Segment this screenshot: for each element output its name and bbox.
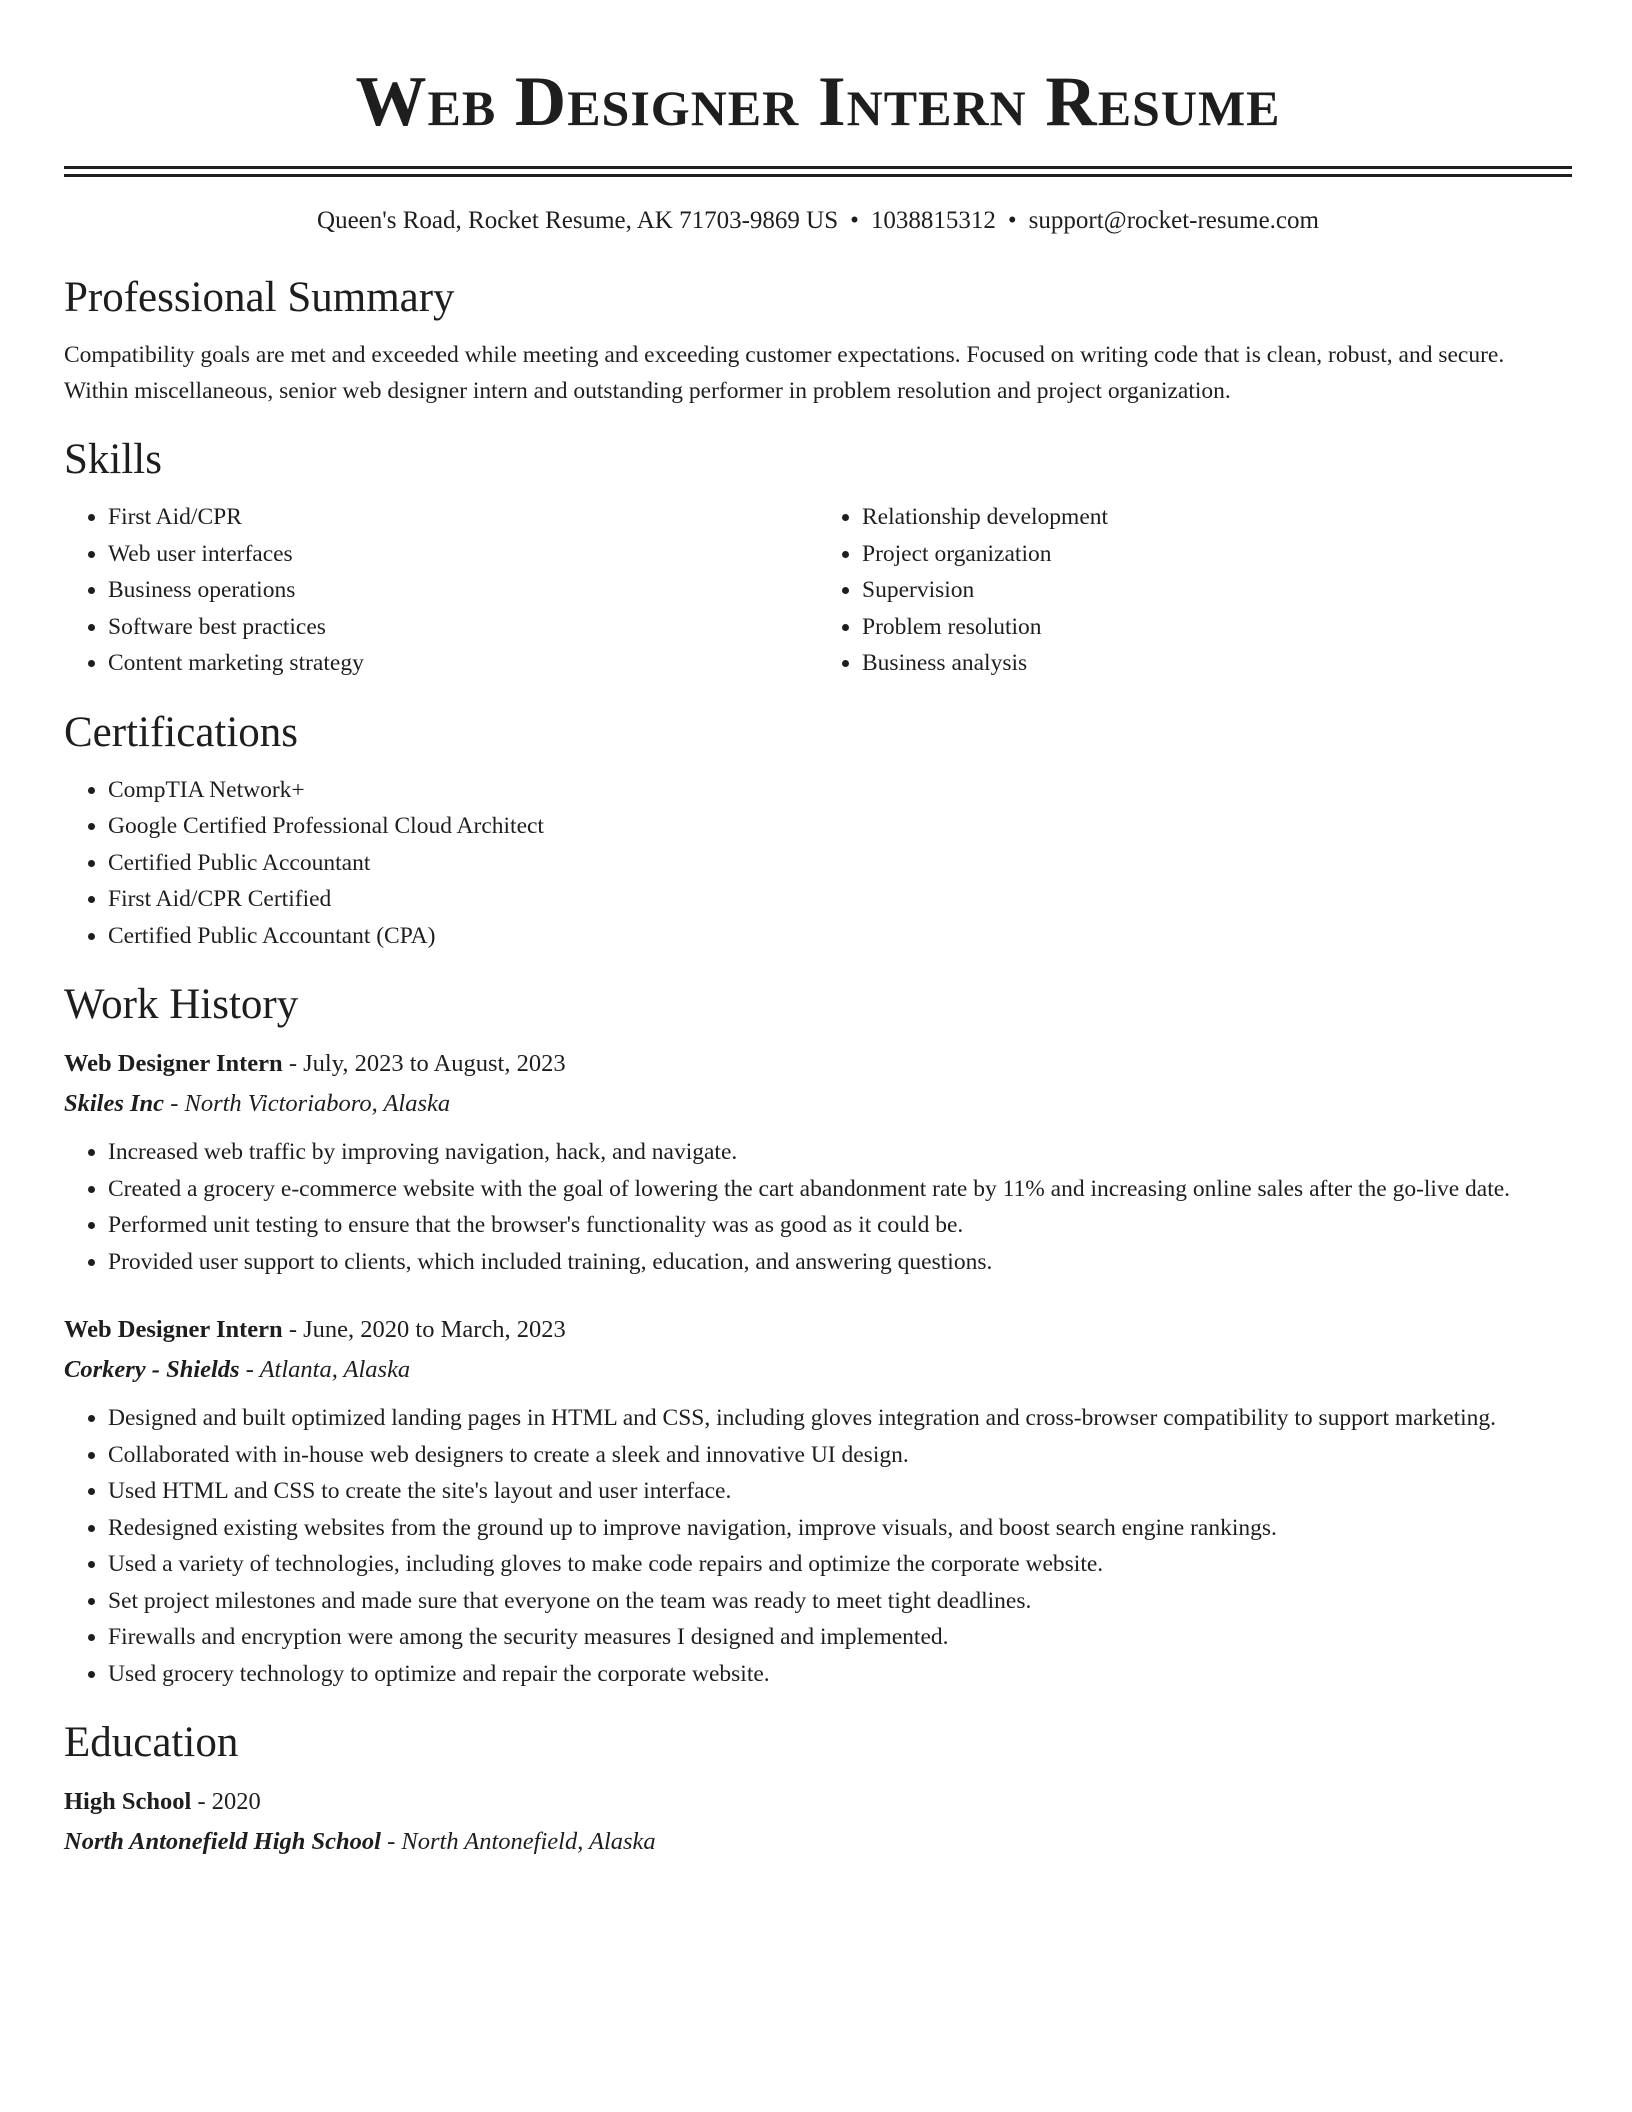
education-school: North Antonefield High School <box>64 1828 381 1855</box>
job-responsibilities <box>64 1400 1572 1692</box>
contact-separator: • <box>850 207 859 234</box>
job-bullet: • Firewalls and encryption were among the security measures I designed and implemented. <box>108 1619 1572 1656</box>
resume-title: Web Designer Intern Resume <box>355 63 1281 141</box>
contact-address: Queen's Road, Rocket Resume, AK 71703-9869 US <box>317 207 839 234</box>
job-bullet: • Collaborated with in-house web designers to create a sleek and innovative UI design. <box>108 1437 1572 1474</box>
job-bullet: • Designed and built optimized landing pages in HTML and CSS, including gloves integration and cross-browser compatibility to support marketing. <box>108 1400 1572 1437</box>
skills-list-right <box>818 499 1572 682</box>
job-company: Skiles Inc <box>64 1090 165 1117</box>
job-header: Web Designer Intern - July, 2023 to August, 2023 <box>64 1050 566 1077</box>
certifications-list <box>64 772 1572 955</box>
skills-columns <box>64 499 1572 682</box>
job-bullet: • Increased web traffic by improving navigation, hack, and navigate. <box>108 1134 1572 1171</box>
job-location: Atlanta, Alaska <box>259 1356 411 1383</box>
summary-text: Compatibility goals are met and exceeded while meeting and exceeding customer expectations. Focused on writing code that is clean, robust, and secure. Within miscellaneous, senior web designer intern and outstanding performer in problem resolution and project organization. <box>64 342 1505 404</box>
job-bullet: • Created a grocery e-commerce website with the goal of lowering the cart abandonment rate by 11% and increasing online sales after the go-live date. <box>108 1171 1572 1208</box>
skill-item: • Project organization <box>862 536 1572 573</box>
skills-list-left <box>64 499 818 682</box>
job-bullet: • Redesigned existing websites from the ground up to improve navigation, improve visuals, and boost search engine rankings. <box>108 1510 1572 1547</box>
section-heading-certifications: Certifications <box>64 708 299 756</box>
certification-item: • CompTIA Network+ <box>108 772 1572 809</box>
certification-item: • Google Certified Professional Cloud Architect <box>108 808 1572 845</box>
certification-item: • First Aid/CPR Certified <box>108 881 1572 918</box>
section-heading-education: Education <box>64 1719 239 1766</box>
skill-item: • Relationship development <box>862 499 1572 536</box>
section-heading-summary: Professional Summary <box>64 274 455 321</box>
contact-phone: 1038815312 <box>870 207 996 234</box>
job-title: Web Designer Intern <box>64 1050 283 1077</box>
skill-item: • Supervision <box>862 572 1572 609</box>
skill-item: • First Aid/CPR <box>108 499 818 536</box>
job-dates: July, 2023 to August, 2023 <box>303 1050 566 1077</box>
job-employer: Skiles Inc - North Victoriaboro, Alaska <box>64 1090 451 1117</box>
title-divider <box>64 166 1572 177</box>
contact-line <box>64 205 1572 237</box>
skill-item: • Content marketing strategy <box>108 645 818 682</box>
skill-item: • Web user interfaces <box>108 536 818 573</box>
education-entry <box>64 1782 1572 1862</box>
job-entry <box>64 1310 1572 1692</box>
job-header: Web Designer Intern - June, 2020 to March, 2023 <box>64 1316 566 1343</box>
contact-email: support@rocket-resume.com <box>1028 207 1319 234</box>
skill-item: • Software best practices <box>108 609 818 646</box>
skill-item: • Problem resolution <box>862 609 1572 646</box>
contact-separator: • <box>1007 207 1017 234</box>
job-bullet: • Used grocery technology to optimize and repair the corporate website. <box>108 1656 1572 1693</box>
education-location: North Antonefield, Alaska <box>401 1828 656 1855</box>
education-degree: High School <box>64 1788 192 1815</box>
job-dates: June, 2020 to March, 2023 <box>303 1316 566 1343</box>
job-location: North Victoriaboro, Alaska <box>184 1090 451 1117</box>
education-header: High School - 2020 <box>64 1788 261 1815</box>
section-heading-work-history: Work History <box>64 981 299 1028</box>
job-bullet: • Performed unit testing to ensure that the browser's functionality was as good as it could be. <box>108 1207 1572 1244</box>
job-bullet: • Set project milestones and made sure that everyone on the team was ready to meet tight deadlines. <box>108 1583 1572 1620</box>
skill-item: • Business operations <box>108 572 818 609</box>
education-school-line: North Antonefield High School - North Antonefield, Alaska <box>64 1828 656 1855</box>
education-year: 2020 <box>211 1788 261 1815</box>
job-bullet: • Provided user support to clients, which included training, education, and answering questions. <box>108 1244 1572 1281</box>
section-heading-skills: Skills <box>64 436 162 483</box>
job-responsibilities <box>64 1134 1572 1280</box>
certification-item: • Certified Public Accountant <box>108 845 1572 882</box>
job-title: Web Designer Intern <box>64 1316 283 1343</box>
job-bullet: • Used a variety of technologies, including gloves to make code repairs and optimize the corporate website. <box>108 1546 1572 1583</box>
job-company: Corkery - Shields <box>64 1356 240 1383</box>
job-entry <box>64 1044 1572 1280</box>
certification-item: • Certified Public Accountant (CPA) <box>108 918 1572 955</box>
job-employer: Corkery - Shields - Atlanta, Alaska <box>64 1356 411 1383</box>
resume-page <box>64 0 1572 1862</box>
skill-item: • Business analysis <box>862 645 1572 682</box>
job-bullet: • Used HTML and CSS to create the site's layout and user interface. <box>108 1473 1572 1510</box>
